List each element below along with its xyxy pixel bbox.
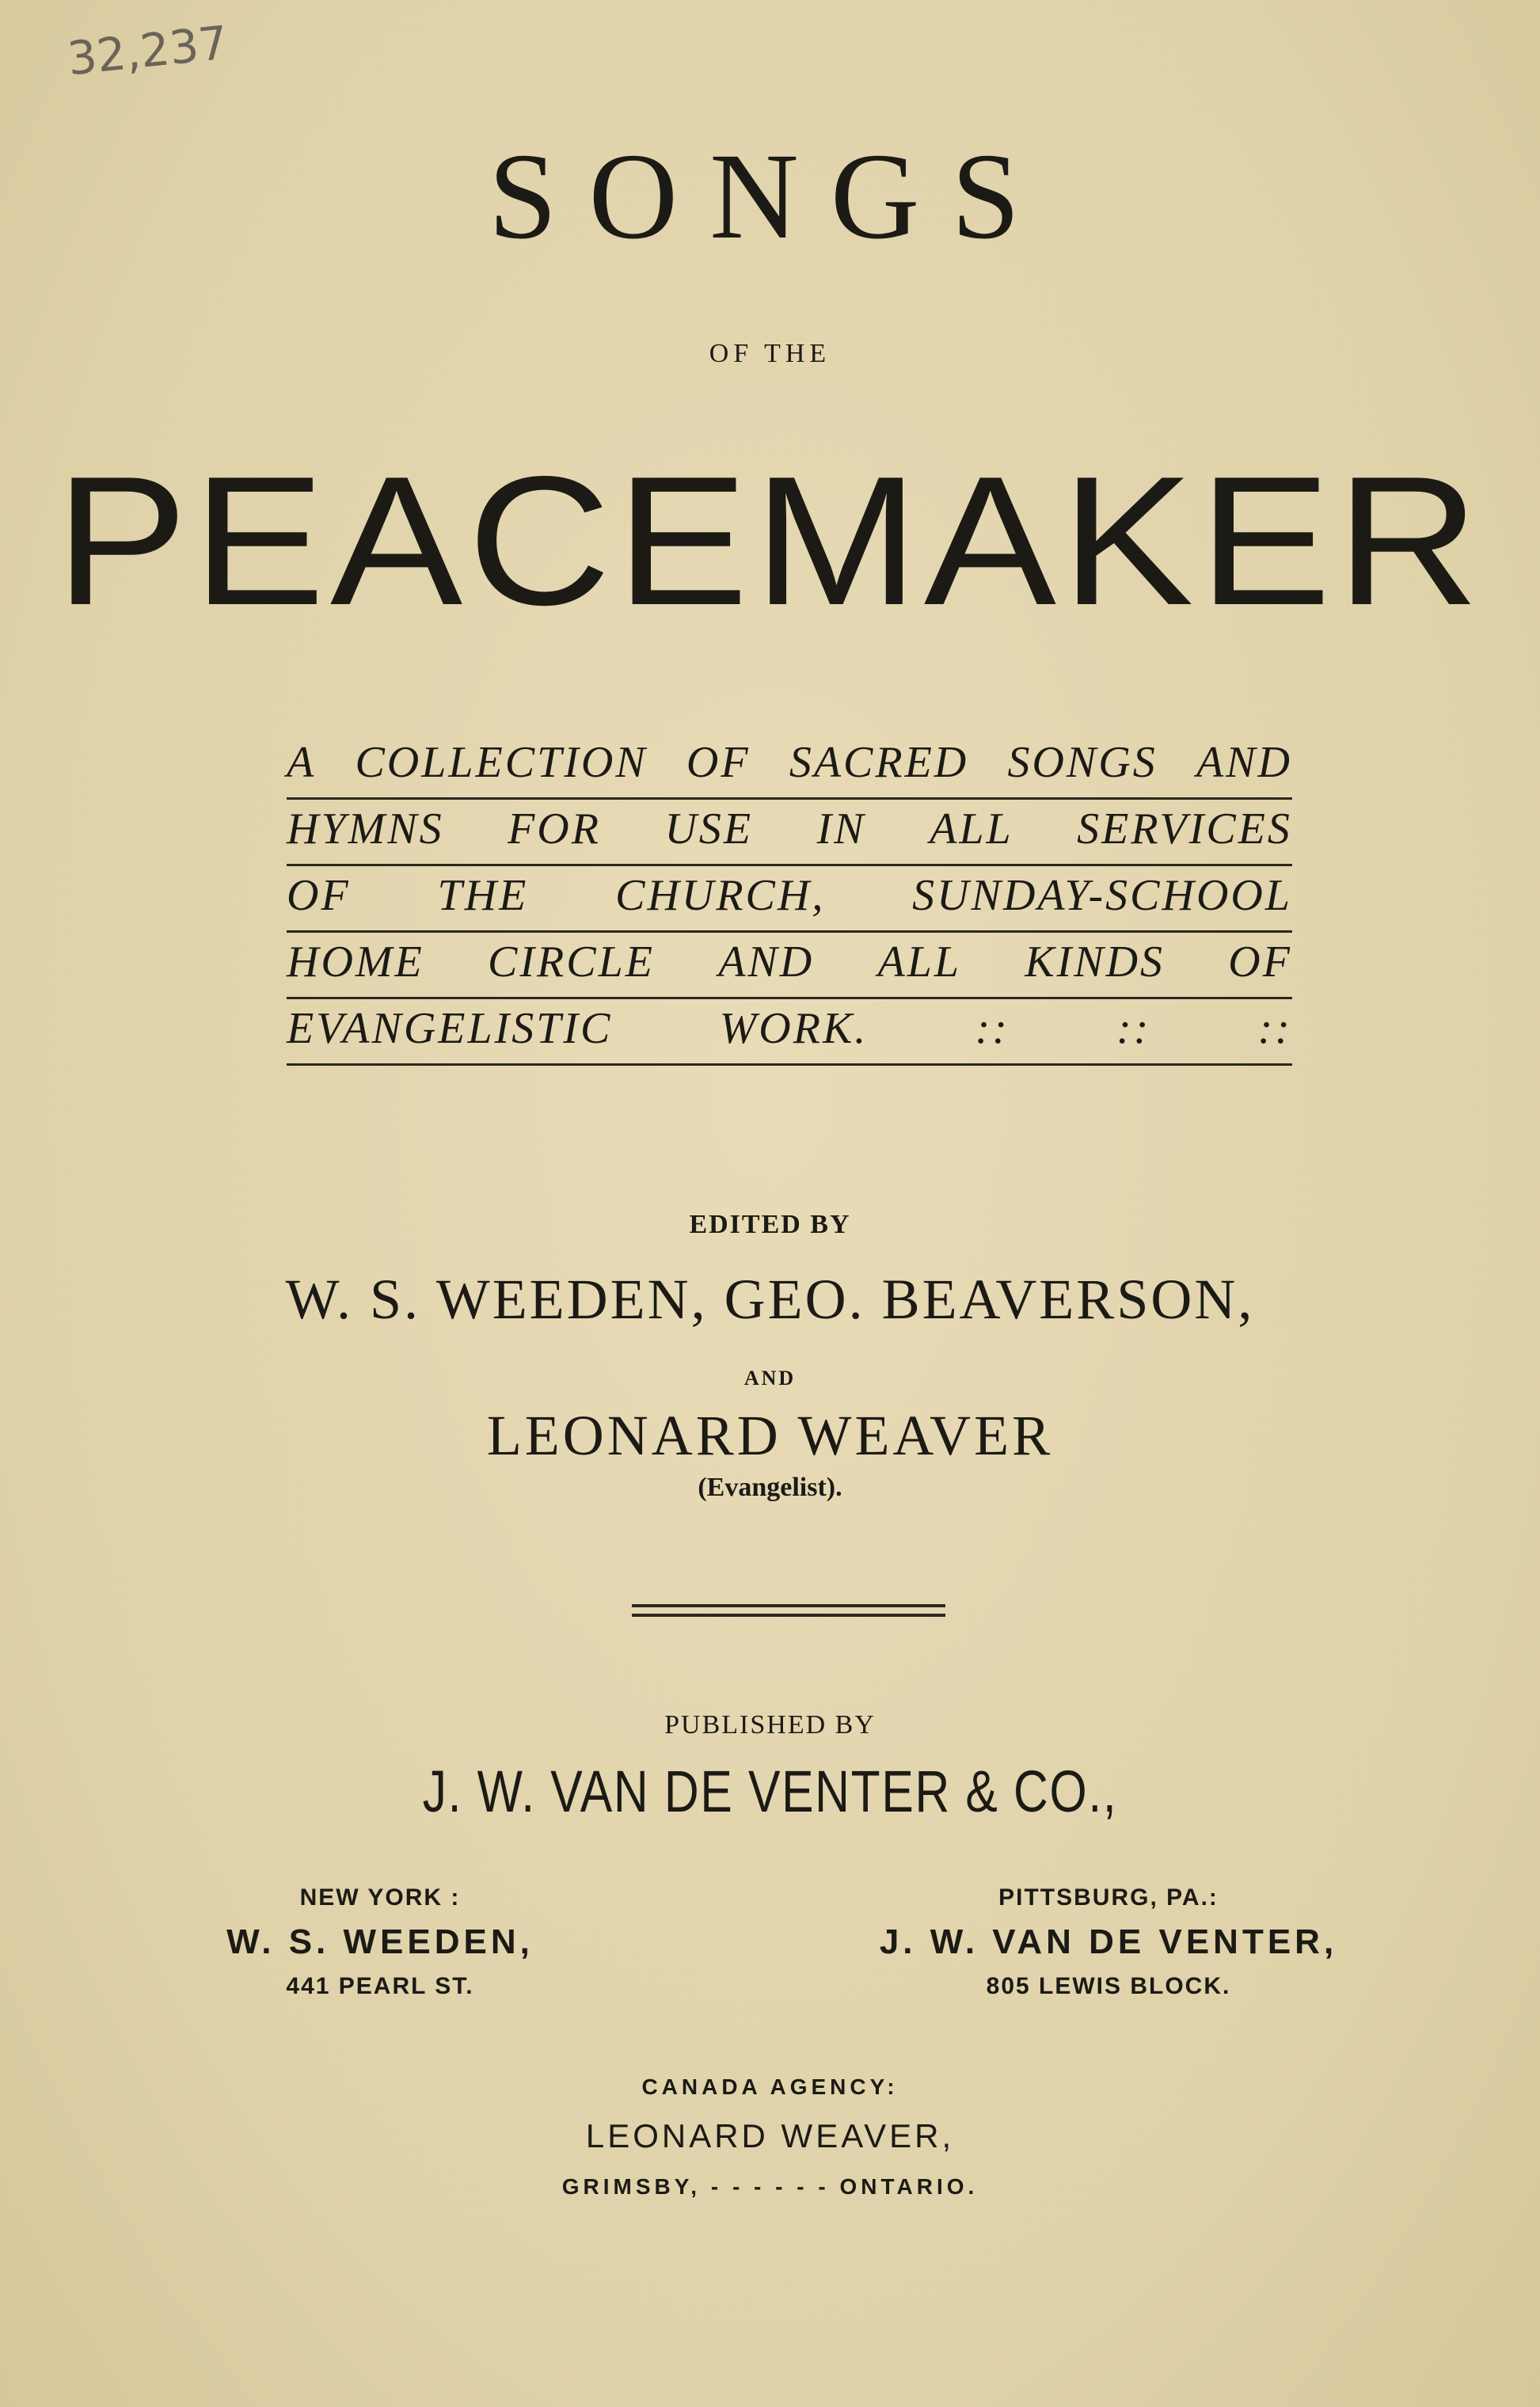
canada-agent-address: GRIMSBY, - - - - - - ONTARIO.	[561, 2174, 979, 2199]
canada-agency-heading: CANADA AGENCY:	[641, 2074, 899, 2099]
description-line	[287, 933, 1292, 999]
description-word: SONGS	[1007, 738, 1158, 787]
description-word: SUNDAY-SCHOOL	[912, 871, 1292, 920]
description-line	[287, 733, 1292, 800]
office-city: NEW YORK :	[299, 1884, 461, 1911]
description-line	[287, 866, 1292, 933]
edited-by-heading: EDITED BY	[689, 1210, 851, 1239]
description-line	[287, 999, 1292, 1066]
description-word: USE	[664, 804, 754, 854]
description-word: A	[287, 738, 317, 787]
editor-names: W. S. WEEDEN, GEO. BEAVERSON,	[285, 1268, 1255, 1331]
description-word: FOR	[508, 804, 601, 854]
title-songs: SONGS	[488, 127, 1052, 264]
description-word: ALL	[930, 804, 1013, 854]
published-by-heading: PUBLISHED BY	[664, 1710, 876, 1740]
description-word: ::	[975, 1004, 1010, 1053]
office-pittsburg	[879, 1884, 1338, 2000]
description-word: OF	[1228, 937, 1292, 987]
editor-role: (Evangelist).	[698, 1473, 842, 1502]
office-new-york	[174, 1884, 586, 2000]
office-city: PITTSBURG, PA.:	[998, 1884, 1219, 1911]
description-block	[287, 733, 1292, 1066]
description-word: AND	[1196, 738, 1292, 787]
title-of-the: OF THE	[709, 339, 831, 368]
description-word: COLLECTION	[355, 738, 648, 787]
description-word: SERVICES	[1077, 804, 1292, 854]
description-word: OF	[686, 738, 751, 787]
title-peacemaker: PEACEMAKER	[55, 439, 1485, 644]
description-word: ::	[1116, 1004, 1151, 1053]
description-word: HYMNS	[287, 804, 444, 854]
canada-agent-name: LEONARD WEAVER,	[585, 2117, 955, 2154]
divider-rule-bottom	[632, 1614, 945, 1617]
office-agent: J. W. VAN DE VENTER,	[879, 1922, 1338, 1961]
description-word: ALL	[877, 937, 961, 987]
description-line	[287, 800, 1292, 866]
pencil-catalog-number: 32,237	[65, 15, 230, 86]
editors-and: AND	[743, 1367, 797, 1390]
description-word: THE	[437, 871, 529, 920]
description-word: WORK.	[719, 1004, 869, 1053]
description-word: KINDS	[1025, 937, 1165, 987]
description-word: CHURCH,	[615, 871, 826, 920]
editor-leonard-weaver: LEONARD WEAVER	[486, 1404, 1054, 1467]
description-word: SACRED	[789, 738, 969, 787]
description-word: OF	[287, 871, 351, 920]
description-word: IN	[816, 804, 866, 854]
publisher-name: J. W. VAN DE VENTER & CO.,	[422, 1759, 1118, 1824]
office-agent: W. S. WEEDEN,	[226, 1922, 534, 1961]
office-address: 805 LEWIS BLOCK.	[986, 1973, 1231, 1999]
description-word: CIRCLE	[488, 937, 655, 987]
description-word: ::	[1257, 1004, 1292, 1053]
divider-rule-top	[632, 1604, 945, 1607]
description-word: HOME	[287, 937, 424, 987]
office-address: 441 PEARL ST.	[286, 1973, 474, 1999]
description-word: AND	[718, 937, 815, 987]
description-word: EVANGELISTIC	[287, 1004, 613, 1053]
